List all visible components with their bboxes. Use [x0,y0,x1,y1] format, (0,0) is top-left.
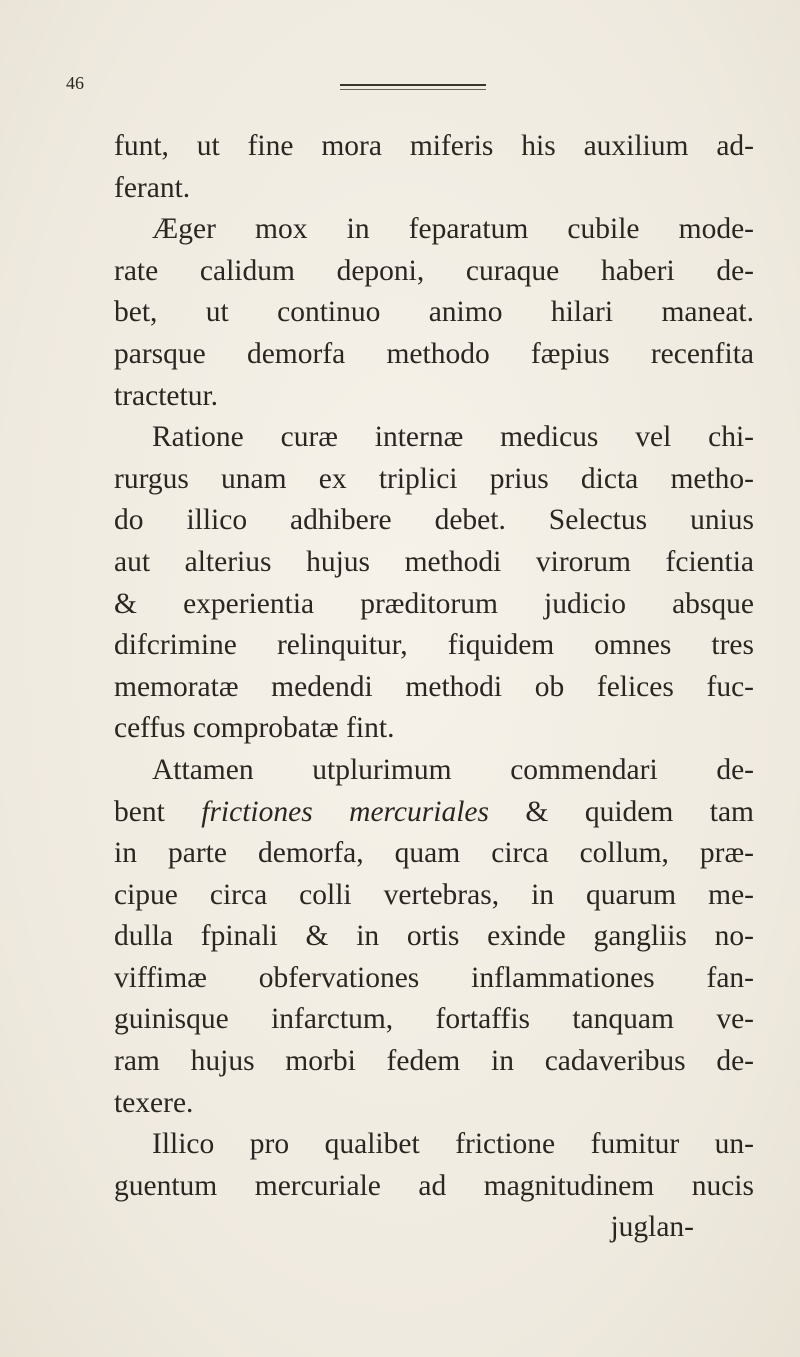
body-text [114,126,754,1249]
text-line: texere. [114,1086,194,1119]
line-prefix: bent [114,795,202,828]
text-line: ferant. [114,171,191,204]
text-line: rate calidum deponi, curaque haberi de- [114,254,754,287]
text-line: cipue circa colli vertebras, in quarum me- [114,878,754,911]
text-line: guinisque infarctum, fortaffis tanquam ve- [114,1003,754,1036]
text-line: memoratæ medendi methodi ob felices fuc- [114,670,754,703]
text-line: Ratione curæ internæ medicus vel chi- [152,421,754,454]
text-line: ceffus comprobatæ fint. [114,712,395,745]
text-line: aut alterius hujus methodi virorum fcientia [114,545,754,578]
text-line: funt, ut fine mora miferis his auxilium ad- [114,130,754,162]
text-line: Attamen utplurimum commendari de- [152,753,754,786]
text-line: guentum mercuriale ad magnitudinem nucis [114,1169,754,1202]
catchword: juglan- [610,1211,694,1244]
text-line: do illico adhibere debet. Selectus unius [114,504,754,537]
italic-term: frictiones mercuriales [201,795,489,828]
text-line: difcrimine relinquitur, fiquidem omnes tres [114,629,754,662]
text-line: viffimæ obfervationes inflammationes fan- [114,961,754,994]
text-line: & experientia præditorum judicio absque [114,587,754,620]
text-line: dulla fpinali & in ortis exinde gangliis no- [114,920,754,953]
text-line: rurgus unam ex triplici prius dicta metho- [114,462,754,495]
text-line: Æger mox in feparatum cubile mode- [152,213,754,246]
text-line: bet, ut continuo animo hilari maneat. [114,296,754,329]
header-rule [340,84,486,86]
text-line: tractetur. [114,379,219,412]
line-suffix: & quidem tam [488,795,754,828]
text-line-with-italic [114,792,754,834]
text-line: Illico pro qualibet frictione fumitur un- [152,1128,754,1161]
text-line: ram hujus morbi fedem in cadaveribus de- [114,1045,754,1078]
text-line: parsque demorfa methodo fæpius recenfita [114,337,754,370]
text-line: in parte demorfa, quam circa collum, præ- [114,837,754,870]
page-number: 46 [66,73,84,93]
